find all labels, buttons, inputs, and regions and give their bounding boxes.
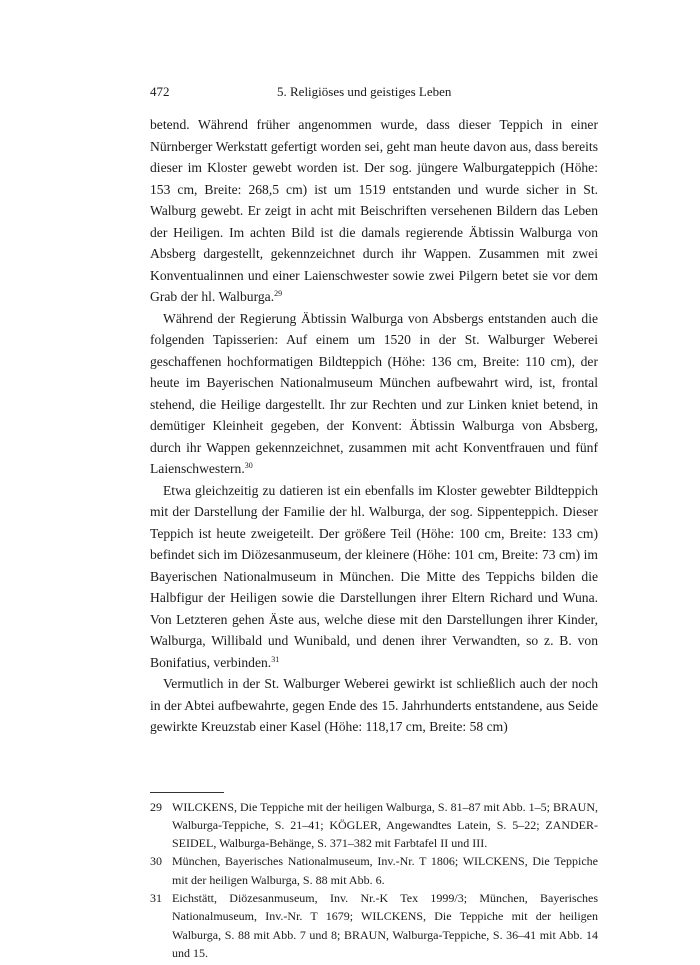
footnotes — [150, 798, 598, 963]
footnote-number: 31 — [150, 890, 162, 905]
paragraph — [150, 114, 598, 308]
footnote-reference: 31 — [271, 654, 280, 664]
book-page — [150, 84, 598, 962]
body-text — [150, 114, 598, 738]
paragraph-text: Vermutlich in der St. Walburger Weberei gewirkt ist schließlich auch der noch in der Abtei aufbewahrte, gegen Ende des 15. Jahrhunderts entstandene, aus Seide gewirkte Kreuzstab einer Kasel (Höhe: 118,17 cm, Breite: 58 cm) — [150, 676, 598, 734]
footnote — [150, 852, 598, 889]
footnote-separator — [150, 792, 224, 793]
paragraph-text: betend. Während früher angenommen wurde, dass dieser Teppich in einer Nürnberger Werkstatt gefertigt worden sei, geht man heute davon aus, dass bereits dieser im Kloster gewebt worden ist. Der sog. jüngere Walburgateppich (Höhe: 153 cm, Breite: 268,5 cm) ist um 1519 entstanden und wurde sicher in St. Walburg gewebt. Er zeigt in acht mit Beischriften versehenen Bildern das Leben der Heiligen. Im achten Bild ist die damals regierende Äbtissin Walburga von Absberg dargestellt, gekennzeichnet durch ihr Wappen. Zusammen mit zwei Konventualinnen und einer Laienschwester sowie zwei Pilgern betet sie vor dem Grab der hl. Walburga. — [150, 117, 598, 304]
footnote — [150, 798, 598, 853]
chapter-title: 5. Religiöses und geistiges Leben — [277, 84, 452, 99]
running-head — [150, 84, 598, 104]
paragraph — [150, 308, 598, 480]
paragraph-text: Während der Regierung Äbtissin Walburga von Absbergs entstanden auch die folgenden Tapisserien: Auf einem um 1520 in der St. Walburger Weberei geschaffenen hochformatigen Bildteppich (Höhe: 136 cm, Breite: 110 cm), der heute im Bayerischen Nationalmuseum München aufbewahrt wird, ist, frontal stehend, die Heilige dargestellt. Ihr zur Rechten und zur Linken kniet betend, in demütiger Kleinheit gegeben, der Konvent: Äbtissin Walburga von Absberg, durch ihr Wappen gekennzeichnet, zusammen mit acht Konventfrauen und fünf Laienschwestern. — [150, 310, 598, 476]
footnote-text: München, Bayerisches Nationalmuseum, Inv.-Nr. T 1806; WILCKENS, Die Teppiche mit der heiligen Walburga, S. 88 mit Abb. 6. — [172, 854, 598, 887]
paragraph — [150, 480, 598, 674]
footnote — [150, 889, 598, 962]
footnote-text: WILCKENS, Die Teppiche mit der heiligen Walburga, S. 81–87 mit Abb. 1–5; BRAUN, Walburga-Teppiche, S. 21–41; KÖGLER, Angewandtes Latein, S. 5–22; ZANDER-SEIDEL, Walburga-Behänge, S. 371–382 mit Farbtafel II und III. — [172, 799, 598, 851]
paragraph — [150, 673, 598, 738]
page-number: 472 — [150, 84, 170, 99]
footnote-text: Eichstätt, Diözesanmuseum, Inv. Nr.-K Tex 1999/3; München, Bayerisches Nationalmuseum, Inv.-Nr. T 1679; WILCKENS, Die Teppiche mit der heiligen Walburga, S. 88 mit Abb. 7 und 8; BRAUN, Walburga-Teppiche, S. 36–41 mit Abb. 14 und 15. — [172, 890, 598, 960]
footnote-number: 29 — [150, 799, 162, 814]
footnote-reference: 30 — [244, 461, 253, 470]
footnote-reference: 29 — [274, 289, 283, 298]
paragraph-text: Etwa gleichzeitig zu datieren ist ein ebenfalls im Kloster gewebter Bildteppich mit der Darstellung der Familie der hl. Walburga, der sog. Sippenteppich. Dieser Teppich ist heute zweigeteilt. Der größere Teil (Höhe: 100 cm, Breite: 133 cm) befindet sich im Diözesanmuseum, der kleinere (Höhe: 101 cm, Breite: 73 cm) im Bayerischen Nationalmuseum in München. Die Mitte des Teppichs bilden die Halbfigur der Heiligen sowie die Darstellungen ihrer Eltern Richard und Wuna. Von Letzteren gehen Äste aus, welche diese mit den Darstellungen ihrer Kinder, Walburga, Willibald und Wunibald, und denen ihrer Verwandten, so z. B. von Bonifatius, verbinden. — [150, 482, 598, 670]
footnote-number: 30 — [150, 854, 162, 869]
